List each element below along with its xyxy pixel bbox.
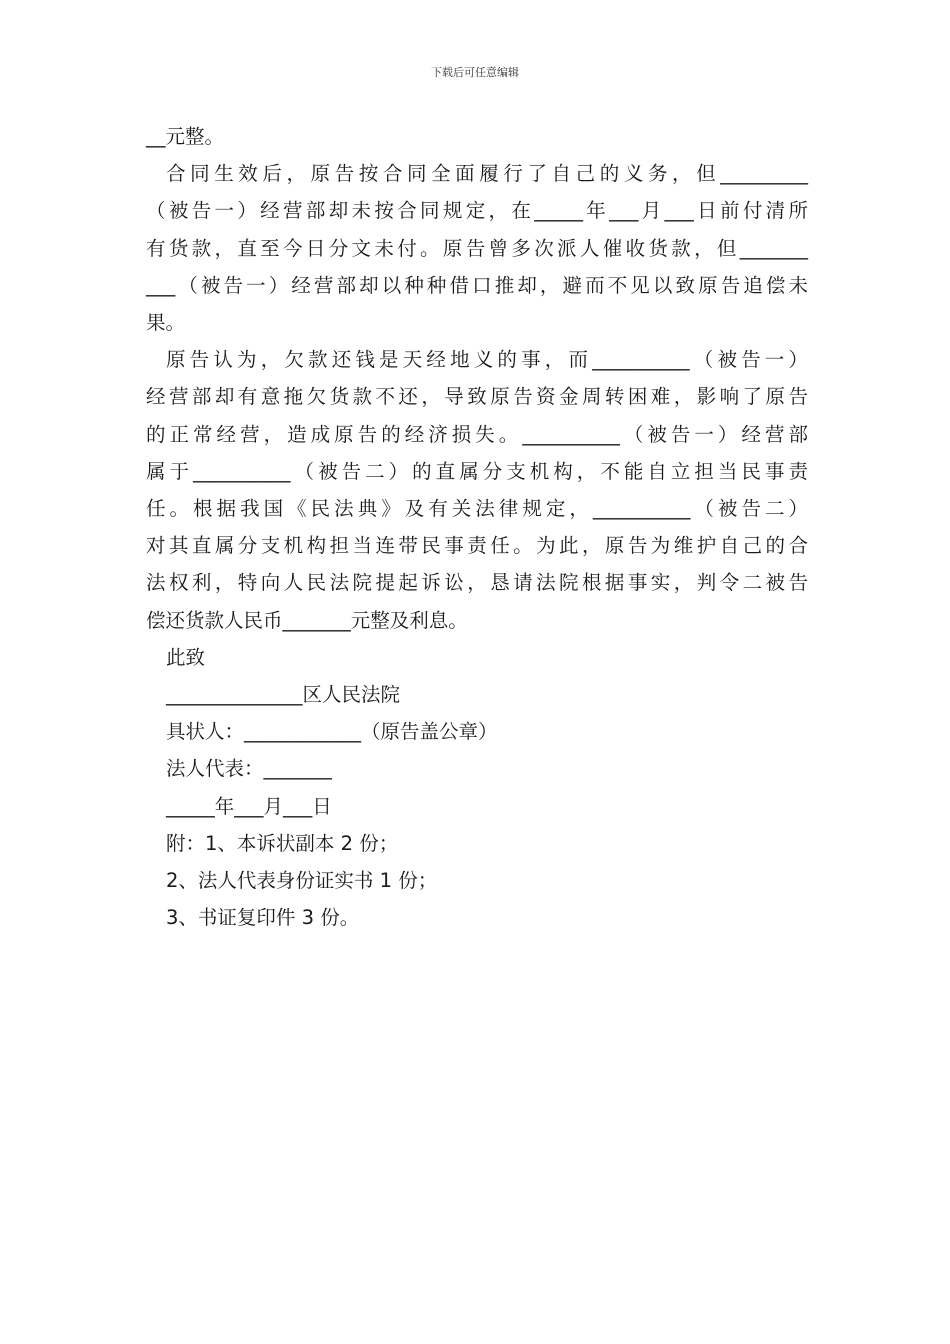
text-line: 偿还货款人民币_______元整及利息。 [146,608,468,632]
text-line: 3、书证复印件 3 份。 [166,906,360,930]
text-line: 2、法人代表身份证实书 1 份； [166,869,438,893]
document-body [146,118,808,936]
text-line: 具状人：____________（原告盖公章） [166,720,498,744]
text-line: 果。 [146,311,186,335]
text-line: ______________区人民法院 [166,683,401,707]
text-line: 的正常经营，造成原告的经济损失。__________（被告一）经营部 [146,422,808,446]
text-line: 法人代表：_______ [166,757,332,781]
text-line: 有货款，直至今日分文未付。原告曾多次派人催收货款，但_______ [146,236,808,260]
text-line: _____年___月___日 [166,794,332,818]
text-line: 合同生效后，原告按合同全面履行了自己的义务，但_________ [166,162,808,186]
text-line: 经营部却有意拖欠货款不还，导致原告资金周转困难，影响了原告 [146,385,808,409]
text-line: 属于__________（被告二）的直属分支机构，不能自立担当民事责 [146,459,808,483]
text-line: 法权利，特向人民法院提起诉讼，恳请法院根据事实，判令二被告 [146,571,808,595]
text-line: __元整。 [146,125,225,148]
text-line: 对其直属分支机构担当连带民事责任。为此，原告为维护自己的合 [146,534,808,558]
text-line: 任。根据我国《民法典》及有关法律规定，__________（被告二） [146,497,808,521]
text-line: 原告认为，欠款还钱是天经地义的事，而__________（被告一） [166,348,808,372]
text-line: ___（被告一）经营部却以种种借口推却，避而不见以致原告追偿未 [146,273,808,297]
page-header-note: 下载后可任意编辑 [431,66,519,79]
text-line: 此致 [166,645,206,669]
text-line: 附：1、本诉状副本 2 份； [166,831,399,855]
text-line: （被告一）经营部却未按合同规定，在_____年___月___日前付清所 [146,199,808,223]
